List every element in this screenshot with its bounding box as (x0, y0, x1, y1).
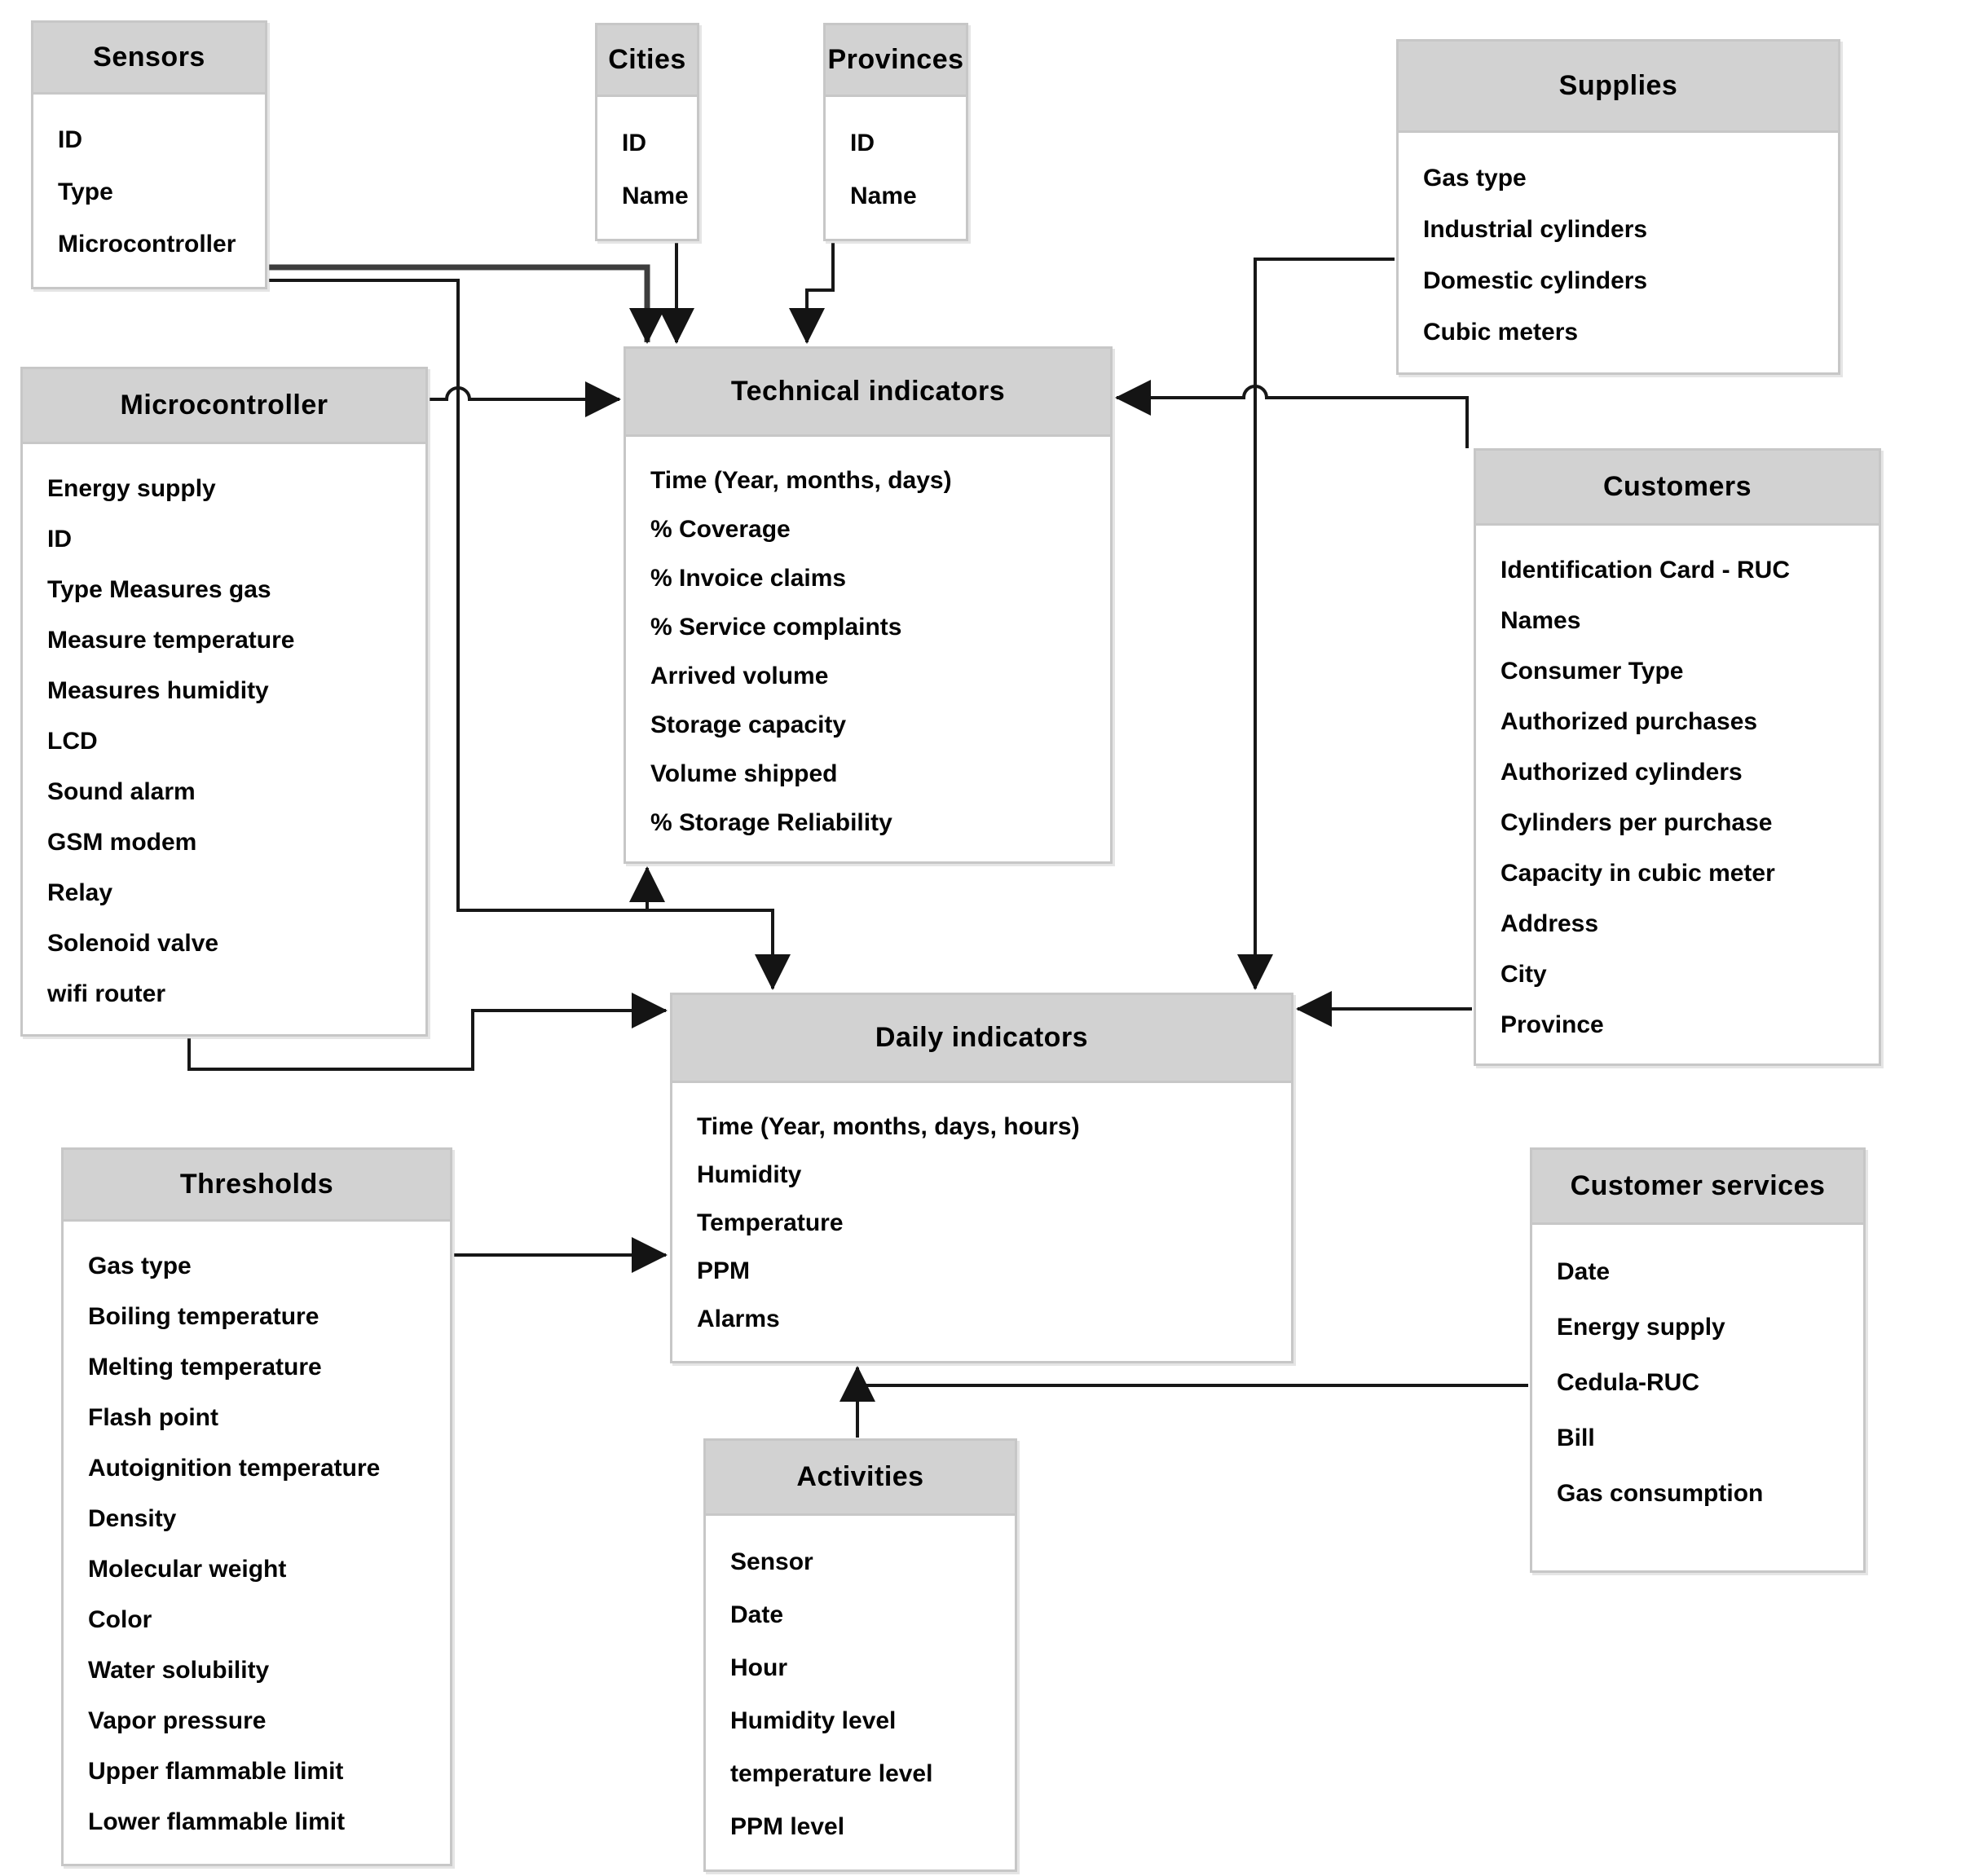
entity-field: GSM modem (47, 829, 197, 856)
entity-title-cities: Cities (597, 25, 697, 97)
entity-field: Time (Year, months, days, hours) (697, 1113, 1080, 1140)
entity-field: Gas consumption (1557, 1480, 1764, 1507)
entity-field: Name (850, 183, 917, 209)
connector-supplies-to-daily (1255, 259, 1395, 989)
entity-field: City (1500, 961, 1547, 988)
entity-field: % Storage Reliability (650, 809, 892, 836)
entity-field-list (1399, 133, 1838, 358)
entity-field: Sound alarm (47, 778, 196, 805)
entity-field: Lower flammable limit (88, 1808, 346, 1835)
entity-field: Hour (730, 1654, 787, 1681)
entity-field: Authorized cylinders (1500, 759, 1743, 786)
entity-field: Name (622, 183, 689, 209)
entity-field: Energy supply (1557, 1314, 1725, 1341)
entity-field: Humidity level (730, 1707, 897, 1734)
entity-field-list (826, 97, 966, 222)
entity-field: Cubic meters (1423, 319, 1579, 346)
entity-title-customer-services: Customer services (1532, 1150, 1863, 1225)
entity-field: Domestic cylinders (1423, 267, 1648, 294)
entity-field: Type (58, 178, 113, 205)
entity-field-list (23, 444, 425, 1019)
connector-customers-to-technical (1117, 386, 1467, 448)
entity-field: Humidity (697, 1161, 802, 1188)
entity-field: Sensor (730, 1548, 813, 1575)
entity-field-list (1476, 526, 1879, 1050)
entity-title-sensors: Sensors (33, 23, 265, 95)
entity-field: Names (1500, 607, 1581, 634)
entity-field: Microcontroller (58, 231, 236, 258)
entity-field: Measure temperature (47, 627, 295, 654)
entity-field: Boiling temperature (88, 1303, 319, 1330)
entity-field: Autoignition temperature (88, 1455, 381, 1482)
entity-field: LCD (47, 728, 98, 755)
entity-field-list (672, 1083, 1291, 1343)
entity-field-list (64, 1222, 450, 1847)
entity-field: temperature level (730, 1760, 933, 1787)
entity-field: ID (622, 130, 646, 156)
entity-field: Vapor pressure (88, 1707, 267, 1734)
entity-field: Measures humidity (47, 677, 269, 704)
entity-field: Cedula-RUC (1557, 1369, 1700, 1396)
entity-field: PPM level (730, 1813, 845, 1840)
entity-activities (703, 1438, 1017, 1872)
entity-field: Relay (47, 879, 113, 906)
entity-technical (624, 346, 1113, 864)
entity-customers (1474, 448, 1881, 1066)
entity-title-activities: Activities (706, 1441, 1015, 1516)
entity-title-daily: Daily indicators (672, 995, 1291, 1083)
entity-title-provinces: Provinces (826, 25, 966, 97)
entity-provinces (823, 23, 968, 241)
entity-title-customers: Customers (1476, 451, 1879, 526)
entity-field: Flash point (88, 1404, 218, 1431)
entity-field-list (706, 1516, 1015, 1853)
entity-field: % Invoice claims (650, 565, 847, 592)
entity-field: Province (1500, 1011, 1604, 1038)
entity-field: ID (47, 526, 72, 553)
entity-field: Molecular weight (88, 1556, 287, 1583)
entity-title-supplies: Supplies (1399, 42, 1838, 133)
entity-sensors (31, 20, 267, 289)
entity-field: Capacity in cubic meter (1500, 860, 1775, 887)
entity-field: Water solubility (88, 1657, 270, 1684)
entity-field: Temperature (697, 1209, 844, 1236)
entity-field: Energy supply (47, 475, 216, 502)
entity-field: Consumer Type (1500, 658, 1684, 685)
entity-field: % Service complaints (650, 614, 902, 641)
entity-field: Date (730, 1601, 784, 1628)
entity-field: Authorized purchases (1500, 708, 1758, 735)
entity-field: Address (1500, 910, 1599, 937)
entity-field: ID (850, 130, 875, 156)
entity-field: wifi router (47, 980, 166, 1007)
entity-field: Melting temperature (88, 1354, 322, 1381)
entity-field: Density (88, 1505, 177, 1532)
entity-field: Cylinders per purchase (1500, 809, 1773, 836)
entity-field: Solenoid valve (47, 930, 219, 957)
entity-field-list (626, 437, 1110, 848)
entity-field: Storage capacity (650, 711, 847, 738)
connector-provinces-to-technical (807, 243, 833, 342)
entity-field: % Coverage (650, 516, 791, 543)
entity-supplies (1396, 39, 1840, 375)
entity-field: Color (88, 1606, 152, 1633)
entity-field-list (597, 97, 697, 222)
entity-field: Date (1557, 1258, 1611, 1285)
entity-field: Gas type (88, 1253, 192, 1279)
entity-field: Industrial cylinders (1423, 216, 1648, 243)
entity-field: ID (58, 126, 82, 153)
entity-title-technical: Technical indicators (626, 349, 1110, 437)
entity-field: Identification Card - RUC (1500, 557, 1791, 583)
entity-microcontroller (20, 367, 428, 1037)
entity-field: PPM (697, 1257, 751, 1284)
entity-thresholds (61, 1147, 452, 1866)
entity-title-thresholds: Thresholds (64, 1150, 450, 1222)
entity-customer-services (1530, 1147, 1866, 1573)
entity-field: Bill (1557, 1425, 1595, 1451)
entity-field: Alarms (697, 1306, 780, 1332)
entity-field: Time (Year, months, days) (650, 467, 952, 494)
entity-field: Volume shipped (650, 760, 838, 787)
entity-field-list (33, 95, 265, 271)
entity-daily (670, 993, 1293, 1363)
entity-field: Arrived volume (650, 663, 829, 689)
entity-title-microcontroller: Microcontroller (23, 369, 425, 444)
entity-field: Gas type (1423, 165, 1527, 192)
entity-cities (595, 23, 699, 241)
entity-field-list (1532, 1225, 1863, 1521)
entity-field: Upper flammable limit (88, 1758, 344, 1785)
entity-field: Type Measures gas (47, 576, 271, 603)
